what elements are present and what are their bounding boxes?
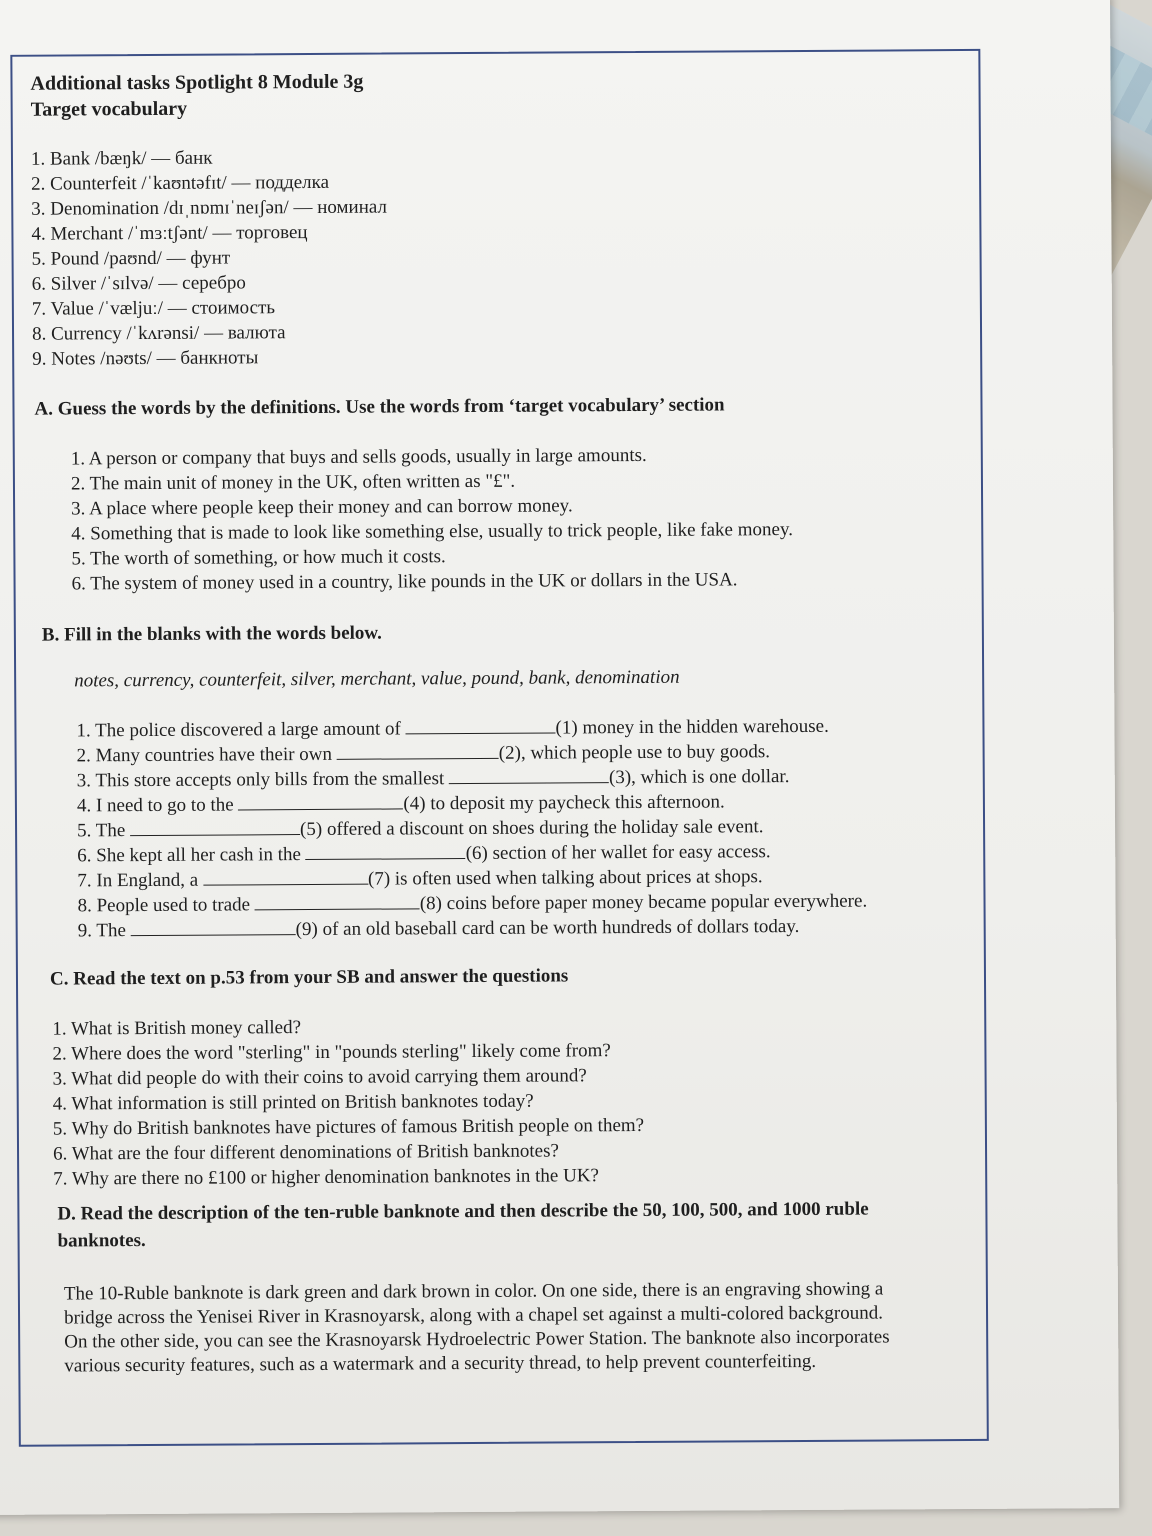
section-b-title: B. Fill in the blanks with the words below. [41, 622, 382, 646]
worksheet-title: Additional tasks Spotlight 8 Module 3g [30, 70, 364, 95]
answer-blank[interactable] [131, 916, 296, 936]
definition-item: 4. Something that is made to look like something else, usually to trick people, like fake money. [71, 519, 794, 545]
question-item: 7. Why are there no £100 or higher denomination banknotes in the UK? [53, 1165, 600, 1190]
fill-blank-item: 6. She kept all her cash in the (6) section of her wallet for easy access. [77, 841, 771, 867]
vocab-item: 8. Currency /ˈkʌrənsi/ — валюта [31, 322, 286, 345]
vocab-item: 5. Pound /paʊnd/ — фунт [31, 247, 231, 270]
fill-blank-item: 9. The (9) of an old baseball card can be worth hundreds of dollars today. [77, 916, 800, 942]
question-item: 5. Why do British banknotes have pictures of famous British people on them? [52, 1114, 645, 1140]
fill-blank-item: 3. This store accepts only bills from the smallest (3), which is one dollar. [76, 766, 790, 792]
answer-blank[interactable] [130, 816, 300, 836]
paragraph-line: bridge across the Yenisei River in Krasnoyarsk, along with a chapel set against a multi-colored background. [63, 1302, 884, 1329]
question-item: 6. What are the four different denominations of British banknotes? [52, 1140, 559, 1165]
definition-item: 2. The main unit of money in the UK, often written as "£". [70, 470, 516, 495]
definition-item: 6. The system of money used in a country, like pounds in the UK or dollars in the USA. [71, 569, 738, 595]
question-item: 4. What information is still printed on British banknotes today? [52, 1090, 534, 1115]
paragraph-line: On the other side, you can see the Krasnoyarsk Hydroelectric Power Station. The banknote also incorporates [64, 1326, 890, 1353]
answer-blank[interactable] [203, 866, 368, 886]
worksheet-subtitle: Target vocabulary [30, 97, 188, 121]
fill-blank-item: 8. People used to trade (8) coins before paper money became popular everywhere. [77, 890, 868, 917]
paragraph-line: various security features, such as a watermark and a security thread, to help prevent counterfeiting. [64, 1350, 817, 1377]
vocab-item: 7. Value /ˈvæljuː/ — стоимость [31, 297, 276, 320]
fill-blank-item: 4. I need to go to the (4) to deposit my paycheck this afternoon. [76, 791, 725, 817]
fill-blank-item: 5. The (5) offered a discount on shoes during the holiday sale event. [77, 816, 764, 842]
answer-blank[interactable] [255, 890, 420, 910]
definition-item: 3. A place where people keep their money and can borrow money. [71, 495, 573, 520]
vocab-item: 3. Denomination /dɪˌnɒmɪˈneɪʃən/ — номинал [31, 196, 387, 220]
section-c-title: C. Read the text on p.53 from your SB and answer the questions [49, 965, 569, 990]
section-a-title: A. Guess the words by the definitions. Use the words from ‘target vocabulary’ section [34, 394, 725, 420]
section-d-title-cont: banknotes. [57, 1230, 146, 1252]
vocab-item: 6. Silver /ˈsɪlvə/ — серебро [31, 272, 246, 295]
fill-blank-item: 2. Many countries have their own (2), which people use to buy goods. [76, 741, 771, 767]
vocab-item: 4. Merchant /ˈmɜːtʃənt/ — торговец [31, 222, 308, 245]
fill-blank-item: 1. The police discovered a large amount of (1) money in the hidden warehouse. [76, 715, 829, 742]
question-item: 1. What is British money called? [52, 1017, 302, 1040]
answer-blank[interactable] [238, 790, 403, 810]
answer-blank[interactable] [306, 840, 466, 860]
vocab-item: 9. Notes /nəʊts/ — банкноты [32, 347, 259, 370]
vocab-item: 1. Bank /bæŋk/ — банк [30, 147, 213, 170]
section-d-title: D. Read the description of the ten-ruble banknote and then describe the 50, 100, 500, and 1000 ruble [57, 1198, 869, 1225]
definition-item: 1. A person or company that buys and sells goods, usually in large amounts. [70, 444, 647, 470]
answer-blank[interactable] [337, 740, 499, 760]
definition-item: 5. The worth of something, or how much it costs. [71, 546, 446, 570]
fill-blank-item: 7. In England, a (7) is often used when talking about prices at shops. [77, 866, 763, 892]
question-item: 3. What did people do with their coins to avoid carrying them around? [52, 1065, 587, 1090]
paragraph-line: The 10-Ruble banknote is dark green and dark brown in color. On one side, there is an engraving showing a [63, 1278, 884, 1305]
word-bank: notes, currency, counterfeit, silver, merchant, value, pound, bank, denomination [74, 666, 680, 692]
question-item: 2. Where does the word "sterling" in "pounds sterling" likely come from? [52, 1040, 611, 1065]
answer-blank[interactable] [405, 714, 555, 734]
vocab-item: 2. Counterfeit /ˈkaʊntəfɪt/ — подделка [31, 171, 330, 195]
answer-blank[interactable] [449, 764, 609, 784]
